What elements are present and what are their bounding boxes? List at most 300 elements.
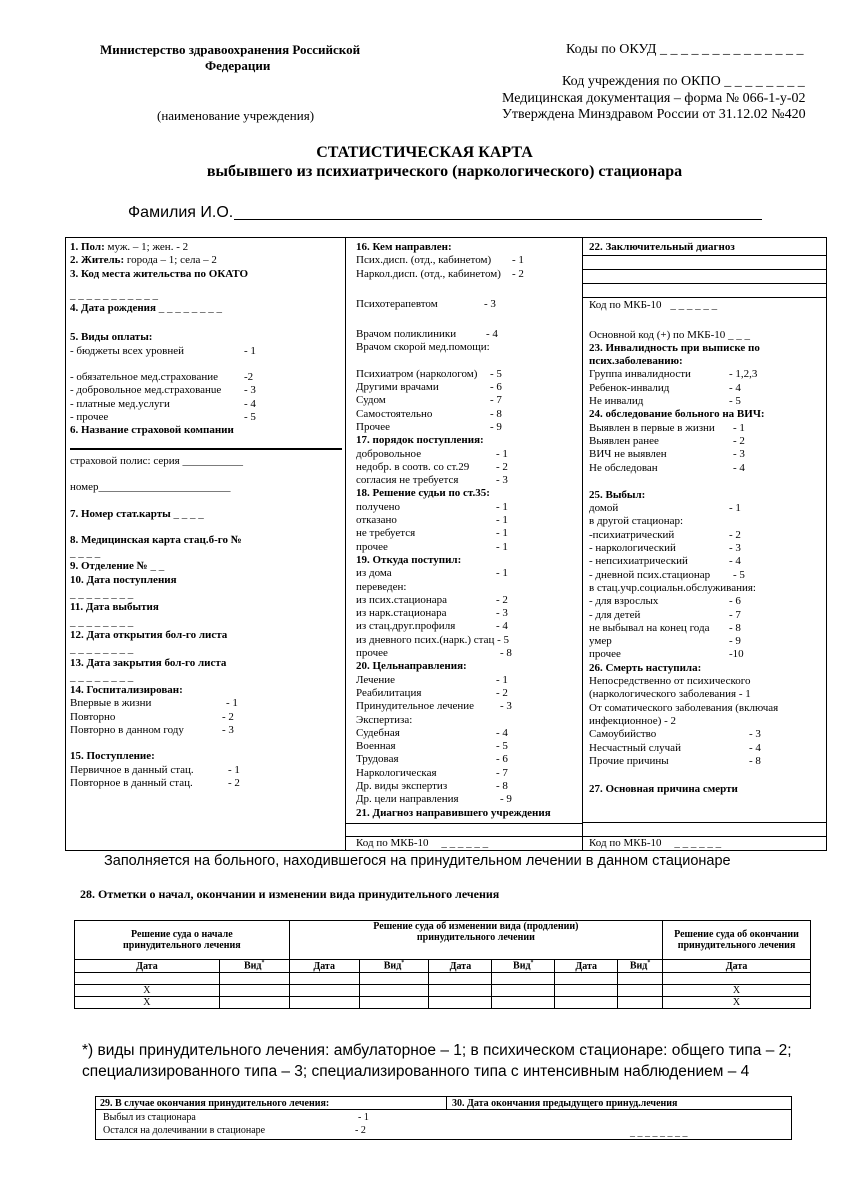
patient-name-label: Фамилия И.О. bbox=[128, 204, 234, 221]
from-row bbox=[356, 620, 578, 633]
ref-code: - 6 bbox=[490, 381, 502, 394]
forced-treatment-table bbox=[74, 920, 811, 1009]
dis-code: - 5 bbox=[729, 395, 741, 408]
medical-card-blanks[interactable]: _ _ _ _ bbox=[70, 547, 101, 560]
item-13: 13. Дата закрытия бол-го листа bbox=[70, 656, 227, 669]
col-date: Дата bbox=[75, 960, 220, 973]
from-row bbox=[356, 647, 578, 660]
dis-code: - 1,2,3 bbox=[729, 368, 758, 381]
adm-row bbox=[70, 777, 340, 790]
col-date: Дата bbox=[429, 960, 492, 973]
column-1 bbox=[70, 241, 340, 438]
pay-label: - платные мед.услуги bbox=[70, 397, 170, 410]
item-1-text: муж. – 1; жен. - 2 bbox=[104, 241, 189, 253]
court-label: отказано bbox=[356, 514, 397, 527]
birth-date-blanks[interactable]: _ _ _ _ _ _ _ _ bbox=[155, 302, 222, 315]
pay-code: - 1 bbox=[244, 344, 256, 357]
referral-diagnosis-field[interactable] bbox=[346, 823, 582, 824]
dest-code: - 5 bbox=[733, 568, 745, 581]
exp-label: Судебная bbox=[356, 726, 400, 739]
dest-label: - для детей bbox=[589, 608, 641, 621]
col-kind bbox=[219, 960, 289, 973]
header-start-decision: Решение суда о начале принудительного лечения bbox=[75, 921, 290, 960]
hosp-label: Впервые в жизни bbox=[70, 697, 152, 710]
department-blanks[interactable]: _ _ bbox=[147, 560, 165, 573]
item-8: 8. Медицинская карта стац.б-го № bbox=[70, 533, 242, 546]
dest-code: - 9 bbox=[729, 635, 741, 648]
dest-row bbox=[589, 635, 821, 648]
pay-code: - 4 bbox=[244, 397, 256, 410]
purpose-row bbox=[356, 674, 578, 687]
ref-row bbox=[356, 368, 578, 381]
column-2 bbox=[356, 241, 578, 820]
social-label: в стац.учр.социальн.обслуживания: bbox=[589, 581, 756, 594]
hiv-label: Не обследован bbox=[589, 461, 658, 474]
exp-label: Наркологическая bbox=[356, 766, 437, 779]
transferred-label: переведен: bbox=[356, 580, 407, 593]
dest-code: - 2 bbox=[729, 528, 741, 541]
death-a2: (наркологического заболевания - 1 bbox=[589, 688, 751, 701]
item-22: 22. Заключительный диагноз bbox=[589, 241, 735, 253]
order-label: согласия не требуется bbox=[356, 474, 459, 487]
dest-label: - для взрослых bbox=[589, 595, 659, 608]
ministry-line2: Федерации bbox=[205, 58, 271, 73]
court-code: - 1 bbox=[496, 527, 508, 540]
order-row bbox=[356, 448, 578, 461]
pay-code: - 5 bbox=[244, 410, 256, 423]
purpose-code: - 3 bbox=[500, 700, 512, 713]
dest-label: прочее bbox=[589, 648, 621, 661]
from-label: из стац.друг.профиля bbox=[356, 620, 456, 633]
col-date: Дата bbox=[555, 960, 618, 973]
dest-label: домой bbox=[589, 502, 619, 515]
court-code: - 1 bbox=[496, 514, 508, 527]
court-row bbox=[356, 541, 578, 554]
ref-row bbox=[356, 381, 578, 394]
dest-label: -психиатрический bbox=[589, 528, 675, 541]
ref-label: Врачом поликлиники bbox=[356, 328, 457, 341]
main-code-label: Основной код (+) по МКБ-10 bbox=[589, 328, 726, 341]
ref-row bbox=[356, 254, 578, 267]
death-b2: инфекционное) - 2 bbox=[589, 714, 677, 727]
kind-label: Вид bbox=[629, 960, 648, 972]
order-code: - 3 bbox=[496, 474, 508, 487]
form-number: Медицинская документация – форма № 066-1-у-02 bbox=[502, 91, 806, 106]
dest-code: - 6 bbox=[729, 595, 741, 608]
court-label: получено bbox=[356, 500, 401, 513]
policy-number-field[interactable]: номер________________________ bbox=[70, 481, 231, 494]
pay-code: - 3 bbox=[244, 384, 256, 397]
hiv-code: - 1 bbox=[733, 421, 745, 434]
order-row bbox=[356, 474, 578, 487]
hiv-row bbox=[589, 422, 821, 435]
order-code: - 2 bbox=[496, 460, 508, 473]
x-mark: X bbox=[75, 997, 220, 1009]
ref-code: - 8 bbox=[490, 407, 502, 420]
table-row[interactable] bbox=[75, 973, 811, 985]
exp-row bbox=[356, 793, 578, 806]
pay-label: - прочее bbox=[70, 410, 109, 423]
dest-row bbox=[589, 609, 821, 622]
policy-series-field[interactable]: страховой полис: серия ___________ bbox=[70, 455, 243, 467]
ref-code: - 1 bbox=[512, 254, 524, 267]
purpose-row bbox=[356, 687, 578, 700]
ref-code: - 9 bbox=[490, 420, 502, 433]
death-a1: Непосредственно от психического bbox=[589, 675, 751, 688]
header-change-decision: Решение суда об изменении вида (продлении) принудительного лечении bbox=[289, 921, 662, 960]
purpose-label: Реабилитация bbox=[356, 686, 422, 699]
col-date: Дата bbox=[663, 960, 811, 973]
order-row bbox=[356, 461, 578, 474]
item-2-text: города – 1; села – 2 bbox=[124, 254, 217, 267]
section-30-title: 30. Дата окончания предыдущего принуд.лечения bbox=[452, 1098, 678, 1109]
death-code: - 8 bbox=[749, 754, 761, 767]
exp-label: Военная bbox=[356, 740, 396, 753]
death-label: Самоубийство bbox=[589, 728, 657, 741]
ref-code: - 7 bbox=[490, 394, 502, 407]
exp-code: - 4 bbox=[496, 726, 508, 739]
okpo-code: Код учреждения по ОКПО _ _ _ _ _ _ _ _ bbox=[562, 74, 805, 89]
from-label: из дома bbox=[356, 567, 392, 580]
institution-caption: (наименование учреждения) bbox=[157, 108, 315, 123]
table-row[interactable] bbox=[75, 997, 811, 1009]
item-12: 12. Дата открытия бол-го листа bbox=[70, 628, 228, 641]
adm-row bbox=[70, 764, 340, 777]
section-29-title: 29. В случае окончания принудительного лечения: bbox=[100, 1098, 330, 1109]
from-code: - 4 bbox=[496, 620, 508, 633]
hiv-label: Выявлен в первые в жизни bbox=[589, 421, 715, 434]
dest-row bbox=[589, 569, 821, 582]
hosp-code: - 3 bbox=[222, 724, 234, 737]
death-row bbox=[589, 742, 821, 755]
exp-code: - 6 bbox=[496, 753, 508, 766]
exp-row bbox=[356, 753, 578, 766]
purpose-code: - 1 bbox=[496, 673, 508, 686]
pay-label: - бюджеты всех уровней bbox=[70, 344, 185, 357]
hosp-row bbox=[70, 711, 340, 724]
from-code: - 3 bbox=[496, 607, 508, 620]
x-mark: X bbox=[75, 985, 220, 997]
dis-row bbox=[589, 395, 821, 408]
exp-row bbox=[356, 767, 578, 780]
hosp-label: Повторно bbox=[70, 710, 116, 723]
exp-label: Трудовая bbox=[356, 753, 399, 766]
ref-row bbox=[356, 268, 578, 281]
court-code: - 1 bbox=[496, 500, 508, 513]
ref-label: Самостоятельно bbox=[356, 407, 433, 420]
death-row bbox=[589, 728, 821, 741]
referral-mkb-code bbox=[356, 837, 488, 850]
death-mkb-blanks[interactable]: _ _ _ _ _ _ bbox=[674, 837, 722, 849]
pay-row bbox=[70, 398, 340, 411]
dest-code: - 7 bbox=[729, 608, 741, 621]
from-code: - 1 bbox=[496, 567, 508, 580]
purpose-code: - 2 bbox=[496, 686, 508, 699]
hosp-code: - 2 bbox=[222, 710, 234, 723]
from-row bbox=[356, 567, 578, 580]
adm-code: - 2 bbox=[228, 776, 240, 789]
dest-code: - 4 bbox=[729, 555, 741, 568]
adm-label: Повторное в данный стац. bbox=[70, 776, 193, 789]
ref-row bbox=[356, 298, 578, 311]
item-4-label: 4. Дата рождения bbox=[70, 302, 156, 315]
dest-code: -10 bbox=[729, 648, 744, 661]
forced-treatment-footnote: *) виды принудительного лечения: амбулаторное – 1; в психическом стационаре: общего типа – 2; специализированного типа – 3; специализированного типа с интенсивным наблюдением – 4 bbox=[82, 1042, 792, 1080]
section-28-title: 28. Отметки о начал, окончании и изменении вида принудительного лечения bbox=[80, 887, 500, 901]
from-label: из дневного псих.(нарк.) стац - 5 bbox=[356, 633, 510, 646]
discharged-option: Выбыл из стационара bbox=[103, 1112, 196, 1123]
dest-row bbox=[589, 529, 821, 542]
dest-row bbox=[589, 555, 821, 568]
purpose-row bbox=[356, 700, 578, 713]
from-label: из нарк.стационара bbox=[356, 607, 447, 620]
item-14: 14. Госпитализирован: bbox=[70, 684, 183, 697]
death-cause-field[interactable] bbox=[583, 822, 827, 823]
exp-row bbox=[356, 740, 578, 753]
discharged-code: - 1 bbox=[358, 1112, 369, 1123]
column-divider-2 bbox=[582, 237, 583, 851]
other-hosp-label: в другой стационар: bbox=[589, 515, 684, 528]
order-label: добровольное bbox=[356, 447, 422, 460]
ref-label: Наркол.дисп. (отд., кабинетом) bbox=[356, 267, 501, 280]
main-code-blanks[interactable]: _ _ _ bbox=[728, 328, 751, 341]
col-date: Дата bbox=[289, 960, 359, 973]
dest-row bbox=[589, 542, 821, 555]
dest-code: - 3 bbox=[729, 542, 741, 555]
ref-label: Псих.дисп. (отд., кабинетом) bbox=[356, 254, 492, 267]
item-23-cont: псих.заболеванию: bbox=[589, 355, 683, 368]
item-23: 23. Инвалидность при выписке по bbox=[589, 341, 760, 354]
death-code: - 4 bbox=[749, 741, 761, 754]
purpose-label: Принудительное лечение bbox=[356, 700, 475, 713]
hiv-row bbox=[589, 448, 821, 461]
death-row bbox=[589, 755, 821, 768]
item-3: 3. Код места жительства по ОКАТО bbox=[70, 267, 249, 280]
purpose-label: Лечение bbox=[356, 673, 396, 686]
header-end-decision: Решение суда об окончании принудительного лечения bbox=[663, 921, 811, 960]
ref-label: Судом bbox=[356, 394, 386, 407]
ambulance-label: Врачом скорой мед.помощи: bbox=[356, 341, 490, 354]
hosp-row bbox=[70, 724, 340, 737]
court-row bbox=[356, 501, 578, 514]
col-kind bbox=[359, 960, 429, 973]
remained-code: - 2 bbox=[355, 1125, 366, 1136]
hiv-row bbox=[589, 435, 821, 448]
from-label: прочее bbox=[356, 647, 388, 660]
dest-row bbox=[589, 595, 821, 608]
ref-code: - 4 bbox=[486, 328, 498, 341]
dis-code: - 4 bbox=[729, 381, 741, 394]
hiv-code: - 2 bbox=[733, 434, 745, 447]
dis-label: Ребенок-инвалид bbox=[589, 381, 670, 394]
ref-row bbox=[356, 421, 578, 434]
hiv-row bbox=[589, 462, 821, 475]
title-line2: выбывшего из психиатрического (наркологического) стационара bbox=[206, 163, 683, 180]
admission-date-blanks[interactable]: _ _ _ _ _ _ _ _ bbox=[70, 588, 134, 601]
dest-row bbox=[589, 502, 821, 515]
dest-label: умер bbox=[589, 635, 612, 648]
death-mkb-code bbox=[589, 837, 721, 850]
item-24: 24. обследование больного на ВИЧ: bbox=[589, 408, 765, 421]
from-row bbox=[356, 634, 578, 647]
divider bbox=[446, 1096, 447, 1109]
exp-row bbox=[356, 727, 578, 740]
item-19: 19. Откуда поступил: bbox=[356, 553, 462, 566]
mkb-label: Код по МКБ-10 bbox=[589, 299, 662, 312]
mkb-label: Код по МКБ-10 bbox=[356, 837, 429, 849]
exp-code: - 9 bbox=[500, 793, 512, 806]
kind-star: * bbox=[647, 960, 651, 967]
exp-code: - 8 bbox=[496, 779, 508, 792]
ref-code: - 5 bbox=[490, 367, 502, 380]
death-label: Прочие причины bbox=[589, 754, 669, 767]
dis-label: Группа инвалидности bbox=[589, 368, 691, 381]
death-label: Несчастный случай bbox=[589, 741, 681, 754]
death-code: - 3 bbox=[749, 728, 761, 741]
x-mark: X bbox=[663, 997, 811, 1009]
item-25: 25. Выбыл: bbox=[589, 488, 646, 501]
court-code: - 1 bbox=[496, 540, 508, 553]
kind-star: * bbox=[261, 960, 265, 967]
stat-card-number-blanks[interactable]: _ _ _ _ bbox=[170, 507, 204, 520]
ref-row bbox=[356, 408, 578, 421]
dest-label: - дневной псих.стационар bbox=[589, 568, 711, 581]
court-label: прочее bbox=[356, 540, 388, 553]
title-line1: СТАТИСТИЧЕСКАЯ КАРТА bbox=[316, 144, 533, 161]
ministry-line1: Министерство здравоохранения Российской bbox=[100, 42, 361, 57]
adm-label: Первичное в данный стац. bbox=[70, 763, 194, 776]
final-mkb-blanks[interactable]: _ _ _ _ _ _ bbox=[670, 299, 718, 312]
from-code: - 8 bbox=[500, 647, 512, 660]
order-code: - 1 bbox=[496, 447, 508, 460]
insurance-company-field[interactable] bbox=[70, 448, 342, 450]
item-26: 26. Смерть наступила: bbox=[589, 661, 702, 674]
from-code: - 2 bbox=[496, 593, 508, 606]
hosp-label: Повторно в данном году bbox=[70, 724, 184, 737]
ref-label: Психотерапевтом bbox=[356, 297, 438, 310]
item-6: 6. Название страховой компании bbox=[70, 424, 234, 437]
okud-code: Коды по ОКУД _ _ _ _ _ _ _ _ _ _ _ _ _ _ bbox=[566, 42, 804, 57]
adm-code: - 1 bbox=[228, 763, 240, 776]
kind-star: * bbox=[401, 960, 405, 967]
hiv-label: Выявлен ранее bbox=[589, 434, 659, 447]
x-mark: X bbox=[663, 985, 811, 997]
pay-label: - обязательное мед.страхование bbox=[70, 371, 219, 384]
patient-name-field[interactable] bbox=[234, 219, 762, 220]
mkb-label: Код по МКБ-10 bbox=[589, 837, 662, 849]
remained-option: Остался на долечивании в стационаре bbox=[103, 1125, 266, 1136]
exp-row bbox=[356, 780, 578, 793]
exp-code: - 5 bbox=[496, 740, 508, 753]
kind-label: Вид bbox=[244, 960, 262, 972]
item-17: 17. порядок поступления: bbox=[356, 434, 484, 447]
ref-row bbox=[356, 328, 578, 341]
court-row bbox=[356, 514, 578, 527]
exp-code: - 7 bbox=[496, 766, 508, 779]
pay-row bbox=[70, 345, 340, 358]
ref-label: Психиатром (наркологом) bbox=[356, 367, 478, 380]
table-row[interactable] bbox=[75, 985, 811, 997]
death-b1: От соматического заболевания (включая bbox=[589, 701, 779, 714]
forced-treatment-note: Заполняется на больного, находившегося на принудительном лечении в данном стационаре bbox=[104, 853, 731, 869]
dest-code: - 8 bbox=[729, 621, 741, 634]
item-21: 21. Диагноз направившего учреждения bbox=[356, 806, 551, 819]
dest-label: - наркологический bbox=[589, 542, 676, 555]
pay-row bbox=[70, 371, 340, 384]
discharge-date-blanks[interactable]: _ _ _ _ _ _ _ _ bbox=[70, 615, 134, 628]
hiv-code: - 4 bbox=[733, 461, 745, 474]
exp-label: Др. цели направления bbox=[356, 793, 459, 806]
ref-row bbox=[356, 394, 578, 407]
dis-label: Не инвалид bbox=[589, 395, 644, 408]
dis-row bbox=[589, 368, 821, 381]
okato-blanks[interactable]: _ _ _ _ _ _ _ _ _ _ _ bbox=[70, 288, 158, 301]
item-5: 5. Виды оплаты: bbox=[70, 331, 153, 344]
from-row bbox=[356, 607, 578, 620]
court-row bbox=[356, 527, 578, 540]
kind-star: * bbox=[530, 960, 534, 967]
sick-leave-close-blanks[interactable]: _ _ _ _ _ _ _ _ bbox=[70, 670, 134, 683]
item-1-label: 1. Пол: bbox=[70, 241, 105, 253]
dest-row bbox=[589, 622, 821, 635]
item-18: 18. Решение судьи по ст.35: bbox=[356, 487, 490, 500]
expertise-label: Экспертиза: bbox=[356, 713, 413, 726]
hiv-code: - 3 bbox=[733, 448, 745, 461]
column-3 bbox=[589, 241, 821, 796]
item-9: 9. Отделение № bbox=[70, 560, 148, 573]
pay-row bbox=[70, 411, 340, 424]
court-label: не требуется bbox=[356, 527, 416, 540]
pay-label: - добровольное мед.страхованuе bbox=[70, 384, 222, 397]
item-20: 20. Цельнаправления: bbox=[356, 660, 467, 673]
item-11: 11. Дата выбытия bbox=[70, 601, 159, 614]
sick-leave-open-blanks[interactable]: _ _ _ _ _ _ _ _ bbox=[70, 643, 134, 656]
ref-code: - 3 bbox=[484, 297, 496, 310]
ref-code: - 2 bbox=[512, 267, 524, 280]
item-10: 10. Дата поступления bbox=[70, 573, 177, 586]
exp-label: Др. виды экспертиз bbox=[356, 779, 448, 792]
prev-end-date-blanks[interactable]: _ _ _ _ _ _ _ _ bbox=[630, 1127, 688, 1138]
dest-code: - 1 bbox=[729, 502, 741, 515]
item-15: 15. Поступление: bbox=[70, 750, 155, 763]
kind-label: Вид bbox=[513, 960, 531, 972]
hosp-row bbox=[70, 697, 340, 710]
order-label: недобр. в соотв. со ст.29 bbox=[356, 460, 470, 473]
from-label: из псих.стационара bbox=[356, 593, 448, 606]
column-divider-1 bbox=[345, 237, 346, 851]
item-7: 7. Номер стат.карты bbox=[70, 507, 171, 520]
col-kind bbox=[492, 960, 555, 973]
pay-row bbox=[70, 384, 340, 397]
dest-label: не выбывал на конец года bbox=[589, 621, 710, 634]
item-2-label: 2. Житель: bbox=[70, 254, 125, 267]
dest-label: - непсихиатрический bbox=[589, 555, 688, 568]
approval-line: Утверждена Минздравом России от 31.12.02 №420 bbox=[502, 107, 806, 122]
from-row bbox=[356, 594, 578, 607]
pay-code: -2 bbox=[244, 371, 254, 384]
ref-label: Другими врачами bbox=[356, 381, 439, 394]
referral-mkb-blanks[interactable]: _ _ _ _ _ _ bbox=[441, 837, 489, 849]
dest-row bbox=[589, 648, 821, 661]
col-kind bbox=[618, 960, 663, 973]
kind-label: Вид bbox=[383, 960, 402, 972]
hosp-code: - 1 bbox=[226, 697, 238, 710]
item-16: 16. Кем направлен: bbox=[356, 241, 452, 253]
ref-label: Прочее bbox=[356, 420, 390, 433]
item-27: 27. Основная причина смерти bbox=[589, 783, 738, 796]
dis-row bbox=[589, 382, 821, 395]
hiv-label: ВИЧ не выявлен bbox=[589, 448, 667, 461]
